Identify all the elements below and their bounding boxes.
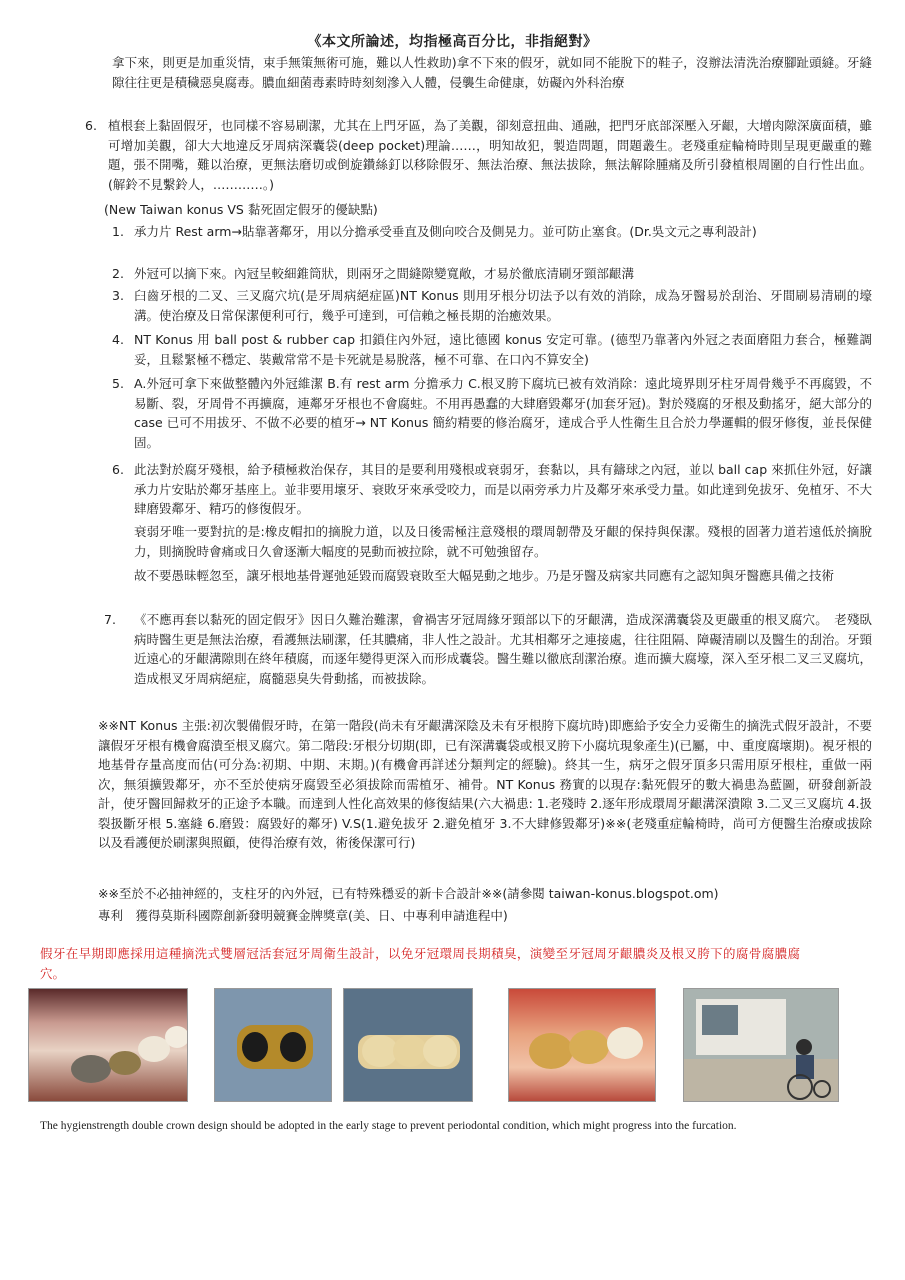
point-3: 臼齒牙根的二叉、三叉腐穴坑(是牙周病絕症區)NT Konus 則用牙根分切法予以有效的消除，成為牙醫易於刮治、牙間刷易清刷的壕溝。使治療及日常保潔便利可行，幾乎可達到，可信賴之極長期的治癒效果。	[134, 288, 872, 323]
photo-crown-bridge-underside-image	[215, 989, 332, 1102]
photo-caption: The hygienstrength double crown design should be adopted in the early stage to prevent periodontal condition, which might progress into the furcation.	[40, 1120, 737, 1132]
item-number: 7.	[104, 612, 116, 627]
item-7-paragraph: 《不應再套以黏死的固定假牙》因日久難治難潔，會禍害牙冠周緣牙頸部以下的牙齦溝，造成深溝囊袋及更嚴重的根叉腐穴。 老殘臥病時醫生更是無法治療，看護無法刷潔，任其膿痛，非人性之設計。尤其相鄰牙之連接處，往往阻隔、障礙清刷以及醫生的刮治。牙頸近遠心的牙齦溝隙則在終年積腐，而逐年變得更深入而形成囊袋。醫生難以徹底刮潔治療。進而擴大腐壕，深入至牙根二叉三叉腐坑，造成根叉牙周病絕症，腐髓惡臭失骨動搖，而被拔除。	[134, 612, 872, 686]
intro-paragraph: 拿下來，則更是加重災情，束手無策無術可施，難以人性救助)拿不下來的假牙，就如同不能脫下的鞋子，沒辦法清洗治療腳趾頭縫。牙縫隙往往更是積穢惡臭腐毒。膿血細菌毒素時時刻刻滲入人體，侵襲生命健康，妨礙內外科治療	[112, 55, 872, 90]
photo-crown-bridge-top-image	[344, 989, 473, 1102]
item-number: 6.	[85, 118, 97, 133]
point-6-paragraph-3: 故不要愚昧輕忽至，讓牙根地基骨遲弛延毀而腐毀衰敗至大幅晃動之地步。乃是牙醫及病家共同應有之認知與牙醫應具備之技術	[134, 568, 835, 583]
photo-mouth-gold-crowns	[508, 988, 656, 1102]
photo-mouth-metal-crowns	[28, 988, 188, 1102]
point-number: 3.	[112, 288, 124, 303]
photo-wheelchair-patient-image	[684, 989, 839, 1102]
nt-konus-claim: ※※NT Konus 主張:初次製備假牙時，在第一階段(尚未有牙齦溝深陰及未有牙根胯下腐坑時)即應給予安全力妥衛生的摘洗式假牙設計，不要讓假牙牙根有機會腐潰至根叉腐穴。第二階段:牙根分切期(即，已有深溝囊袋或根叉胯下小腐坑現象產生)(已屬，中、重度腐壞期)。視牙根的地基骨存量高度而估(可分為:初期、中期、末期。)(有機會再詳述分類判定的經驗)。終其一生，病牙之假牙頂多只需用原牙根柱，重做一兩次，無須擴毀鄰牙，亦不至於使病牙腐毀至必須拔除而需植牙、補骨。NT Konus 務實的以現存:黏死假牙的數大禍患為藍圖，研發創新設計，使牙醫回歸救牙的正途予本職。而達到人性化高效果的修復結果(六大禍患: 1.老殘時 2.逐年形成環周牙齦溝深潰隙 3.二叉三叉腐坑 4.扱裂扱斷牙根 5.塞縫 6.磨毀：腐毀好的鄰牙) V.S(1.避免拔牙 2.避免植牙 3.不大肆修毀鄰牙)※※(老殘重症輪椅時，尚可方便醫生治療或拔除以及看護便於刷潔與照顧，使得治療有效，術後保潔可行)	[98, 718, 872, 850]
point-6: 此法對於腐牙殘根，給予積極救治保存，其目的是要利用殘根或衰弱牙，套黏以，具有鑄球之內冠，並以 ball cap 來抓住外冠，好讓承力片安貼於鄰牙基座上。並非要用壞牙、衰敗牙來承受咬力，而是以兩旁承力片及鄰牙來承受力量。如此達到免拔牙、免植牙、不大肆磨毀鄰牙、精巧的修復假牙。	[134, 462, 872, 516]
page-title: 《本文所論述，均指極高百分比，非指絕對》	[307, 34, 598, 50]
photo-crown-bridge-underside	[214, 988, 332, 1102]
photo-mouth-gold-crowns-image	[509, 989, 656, 1102]
point-5: A.外冠可拿下來做整體內外冠維潔 B.有 rest arm 分擔承力 C.根叉胯下腐坑已被有效消除：遠此境界則牙柱牙周骨幾乎不再腐毀，不易斷、裂，牙周骨不再擴腐，連鄰牙牙根也不會腐蛀。不用再愚蠢的大肆磨毀鄰牙(加套牙冠)。對於殘腐的牙根及動搖牙，絕大部分的 case 已可不用拔牙、不做不必要的植牙→ NT Konus 簡約精要的修治腐牙，達成合乎人性衛生且合於力學邏輯的假牙修復，並長保健固。	[134, 376, 872, 450]
item-6-paragraph: 植根套上黏固假牙，也同樣不容易刷潔，尤其在上門牙區，為了美觀，卻刻意扭曲、通融，把門牙底部深壓入牙齦，大增肉隙深廣面積，雖可增加美觀，卻大大地違反牙周病深囊袋(deep pocket)理論……，明知故犯，製造問題，問題叢生。老殘重症輪椅時則呈現更嚴重的難題，張不開嘴，難以治療，更無法磨切或倒旋鑽絲釘以移除假牙、無法治療、無法拔除，無法解除腫痛及所引發植根周圍的自行性出血。(解鈴不見繫鈴人，…………。)	[108, 118, 872, 192]
point-number: 1.	[112, 224, 124, 239]
point-number: 2.	[112, 266, 124, 281]
point-number: 5.	[112, 376, 124, 391]
patent-line: 專利 獲得莫斯科國際創新發明競賽金牌獎章(美、日、中專利申請進程中)	[98, 908, 508, 923]
photo-crown-bridge-top	[343, 988, 473, 1102]
point-4: NT Konus 用 ball post & rubber cap 扣鎖住內外冠，遠比德國 konus 安定可靠。(德型乃靠著內外冠之表面磨阻力套合，極難調妥，且鬆緊極不穩定、裝戴常常不是卡死就是易脫落，極不可靠、在口內不算安全)	[134, 332, 872, 367]
photo-wheelchair-patient	[683, 988, 839, 1102]
nerve-note: ※※至於不必抽神經的，支柱牙的內外冠，已有特殊穩妥的新卡合設計※※(請參閱 taiwan-konus.blogspot.om)	[98, 886, 719, 901]
photo-mouth-metal-crowns-image	[29, 989, 188, 1102]
point-number: 4.	[112, 332, 124, 347]
point-number: 6.	[112, 462, 124, 477]
point-2: 外冠可以摘下來。內冠呈較細錐筒狀，則兩牙之間縫隙變寬敞，才易於徹底清刷牙頸部齦溝	[134, 266, 635, 281]
comparison-heading: (New Taiwan konus VS 黏死固定假牙的優缺點)	[104, 202, 378, 217]
red-warning-note: 假牙在早期即應採用這種摘洗式雙層冠活套冠牙周衛生設計，以免牙冠環周長期積臭，演變至牙冠周牙齦膿炎及根叉胯下的腐骨腐膿腐穴。	[40, 946, 800, 981]
point-1: 承力片 Rest arm→貼靠著鄰牙，用以分擔承受垂直及側向咬合及側晃力。並可防止塞食。(Dr.吳文元之專利設計)	[134, 224, 757, 239]
point-6-paragraph-2: 衰弱牙唯一要對抗的是:橡皮帽扣的摘脫力道，以及日後需極注意殘根的環周韌帶及牙齦的保持與保潔。殘根的固著力道若遠低於摘脫力，則摘脫時會痛或日久會逐漸大幅度的晃動而被拉除，就不可勉強留存。	[134, 524, 872, 559]
